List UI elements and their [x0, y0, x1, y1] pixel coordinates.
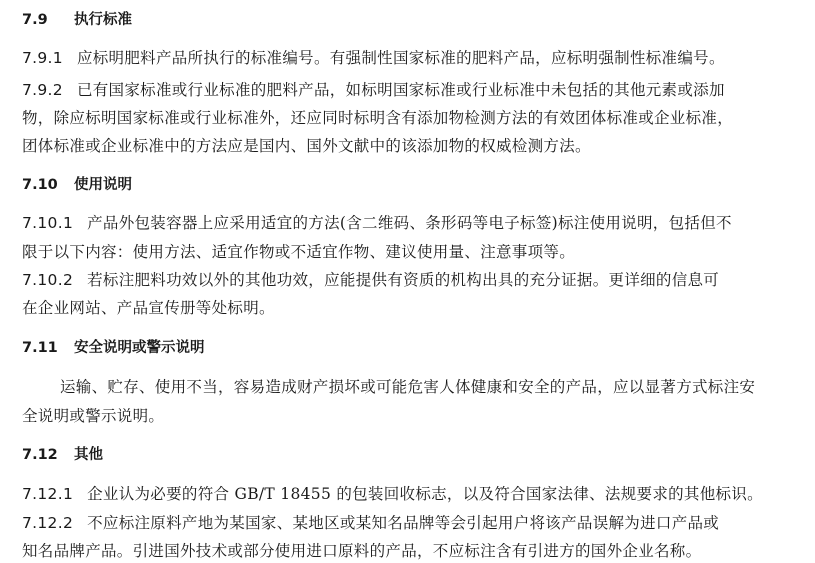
- clause-number: 7.10.1: [22, 214, 74, 232]
- clause-number: 7.9.2: [22, 81, 63, 99]
- clause-text-line: 团体标准或企业标准中的方法应是国内、国外文献中的该添加物的权威检测方法。: [22, 137, 591, 155]
- clause-text-line: 不应标注原料产地为某国家、某地区或某知名品牌等会引起用户将该产品误解为进口产品或: [87, 514, 720, 532]
- section-heading-7-12: [22, 443, 103, 464]
- section-heading-7-10: [22, 173, 132, 194]
- clause-7-12-2: [22, 511, 719, 533]
- section-title: 其他: [74, 447, 103, 463]
- clause-number: 7.10.2: [22, 271, 74, 289]
- section-title: 使用说明: [74, 177, 132, 193]
- clause-text: 企业认为必要的符合 GB/T 18455 的包装回收标志，以及符合国家法律、法规要求的其他标识。: [87, 485, 763, 503]
- clause-7-10-1: [22, 211, 732, 233]
- clause-7-9-1: [22, 46, 725, 68]
- clause-text-line: 全说明或警示说明。: [22, 407, 165, 425]
- section-heading-7-11: [22, 336, 205, 357]
- section-number: 7.9: [22, 12, 48, 28]
- clause-text-line: 在企业网站、产品宣传册等处标明。: [22, 299, 275, 317]
- section-number: 7.12: [22, 447, 58, 463]
- clause-text-line: 知名品牌产品。引进国外技术或部分使用进口原料的产品，不应标注含有引进方的国外企业名称。: [22, 542, 702, 560]
- section-number: 7.10: [22, 177, 58, 193]
- clause-text: 应标明肥料产品所执行的标准编号。有强制性国家标准的肥料产品，应标明强制性标准编号。: [76, 49, 725, 67]
- clause-text-line: 产品外包装容器上应采用适宜的方法(含二维码、条形码等电子标签)标注使用说明，包括但不: [87, 214, 732, 232]
- section-heading-7-9: [22, 8, 132, 29]
- clause-7-12-1: [22, 482, 763, 504]
- clause-7-10-2: [22, 268, 719, 290]
- clause-text-line: 物，除应标明国家标准或行业标准外，还应同时标明含有添加物检测方法的有效团体标准或企业标准，: [22, 109, 734, 127]
- clause-number: 7.9.1: [22, 49, 63, 67]
- clause-number: 7.12.1: [22, 485, 74, 503]
- clause-text-line: 运输、贮存、使用不当，容易造成财产损坏或可能危害人体健康和安全的产品，应以显著方式标注安: [60, 378, 756, 396]
- clause-text-line: 已有国家标准或行业标准的肥料产品，如标明国家标准或行业标准中未包括的其他元素或添加: [76, 81, 725, 99]
- section-title: 安全说明或警示说明: [74, 340, 205, 356]
- clause-7-9-2: [22, 78, 725, 100]
- section-title: 执行标准: [74, 12, 132, 28]
- section-number: 7.11: [22, 340, 58, 356]
- clause-text-line: 限于以下内容：使用方法、适宜作物或不适宜作物、建议使用量、注意事项等。: [22, 243, 576, 261]
- clause-text-line: 若标注肥料功效以外的其他功效，应能提供有资质的机构出具的充分证据。更详细的信息可: [87, 271, 720, 289]
- clause-number: 7.12.2: [22, 514, 74, 532]
